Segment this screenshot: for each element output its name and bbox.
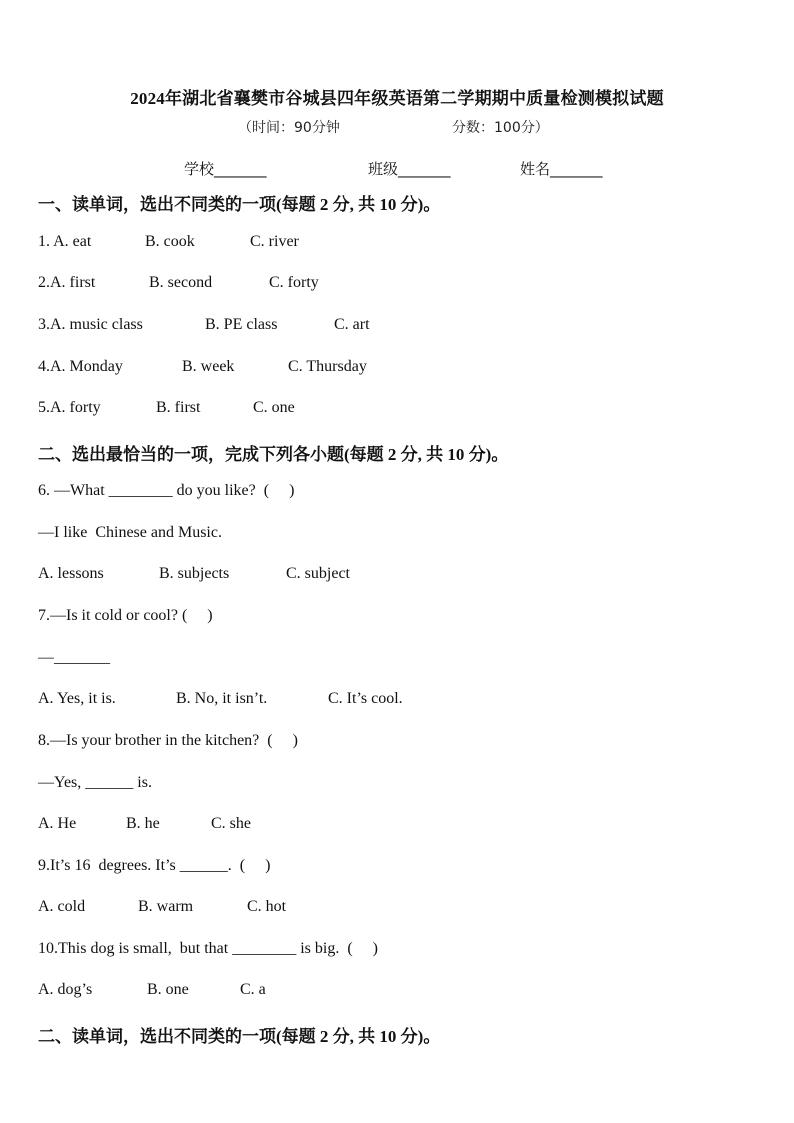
question-1-option-c: C. river [250,233,299,250]
question-8-option-c: C. she [211,815,251,832]
question-10-option-a: A. dog’s [38,981,93,998]
section-2-heading: 二、选出最恰当的一项，完成下列各小题(每题 2 分, 共 10 分)。 [38,445,509,464]
question-6-option-c: C. subject [286,565,350,582]
question-2-option-b: B. second [149,274,213,291]
section-1-heading: 一、读单词，选出不同类的一项(每题 2 分, 共 10 分)。 [38,195,441,214]
question-6-option-a: A. lessons [38,565,104,582]
exam-score: 分数：100分） [452,120,549,136]
question-2-option-c: C. forty [269,274,319,291]
exam-time: （时间：90分钟 [238,120,340,136]
question-7-option-b: B. No, it isn’t. [176,690,268,707]
question-5-option-c: C. one [253,399,295,416]
question-8-stem: 8.—Is your brother in the kitchen? ( ) [38,732,298,749]
exam-title: 2024年湖北省襄樊市谷城县四年级英语第二学期期中质量检测模拟试题 [130,89,664,108]
question-7-option-a: A. Yes, it is. [38,690,116,707]
question-5-option-a: 5.A. forty [38,399,101,416]
question-8-reply: —Yes, ______ is. [38,774,152,791]
question-10-option-c: C. a [240,981,266,998]
question-3-option-b: B. PE class [205,316,278,333]
question-3-option-c: C. art [334,316,370,333]
question-1-option-b: B. cook [145,233,195,250]
question-4-option-c: C. Thursday [288,358,367,375]
name-field: 姓名_______ [520,160,603,178]
question-7-reply: —_______ [38,649,110,666]
question-7-stem: 7.—Is it cold or cool? ( ) [38,607,213,624]
question-9-option-c: C. hot [247,898,287,915]
question-6-stem: 6. —What ________ do you like? ( ) [38,482,295,499]
question-9-option-a: A. cold [38,898,86,915]
question-8-option-b: B. he [126,815,160,832]
question-10-option-b: B. one [147,981,189,998]
section-3-heading: 二、读单词，选出不同类的一项(每题 2 分, 共 10 分)。 [38,1027,441,1046]
question-8-option-a: A. He [38,815,77,832]
question-10-stem: 10.This dog is small, but that ________ is big. ( ) [38,940,378,957]
question-9-stem: 9.It’s 16 degrees. It’s ______. ( ) [38,857,271,874]
question-3-option-a: 3.A. music class [38,316,143,333]
question-5-option-b: B. first [156,399,201,416]
question-7-option-c: C. It’s cool. [328,690,403,707]
question-4-option-b: B. week [182,358,235,375]
question-1-option-a: 1. A. eat [38,233,92,250]
question-9-option-b: B. warm [138,898,194,915]
question-4-option-a: 4.A. Monday [38,358,123,375]
question-6-reply: —I like Chinese and Music. [38,524,222,541]
school-field: 学校_______ [184,160,267,178]
class-field: 班级_______ [368,160,451,178]
question-6-option-b: B. subjects [159,565,230,582]
question-2-option-a: 2.A. first [38,274,96,291]
